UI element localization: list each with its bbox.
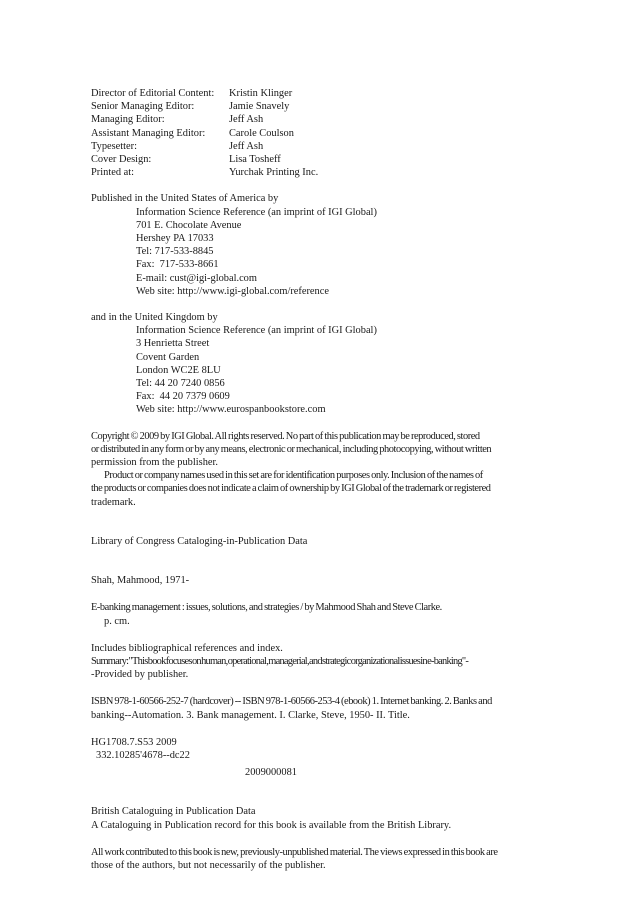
- credit-name: Lisa Tosheff: [229, 154, 281, 166]
- copyright-line: Copyright © 2009 by IGI Global. All rights reserved. No part of this publication may be reproduced, stored: [91, 430, 480, 442]
- disclaimer-block: [91, 846, 548, 872]
- us-publisher-email: E-mail: cust@igi-global.com: [136, 272, 257, 284]
- uk-publisher-block: [91, 311, 548, 417]
- us-publisher-line: 701 E. Chocolate Avenue: [136, 219, 242, 231]
- uk-publisher-line: Tel: 44 20 7240 0856: [136, 378, 225, 390]
- cip-heading: Library of Congress Cataloging-in-Publication Data: [91, 535, 308, 547]
- disclaimer-line: those of the authors, but not necessarily of the publisher.: [91, 859, 326, 871]
- us-publisher-line: Information Science Reference (an imprint of IGI Global): [136, 206, 377, 218]
- uk-publisher-line: 3 Henrietta Street: [136, 338, 210, 350]
- cip-pages: p. cm.: [104, 615, 130, 627]
- uk-publisher-line: Information Science Reference (an imprint of IGI Global): [136, 325, 377, 337]
- cip-notes: Includes bibliographical references and index.: [91, 642, 283, 654]
- cip-isbn: ISBN 978-1-60566-252-7 (hardcover) -- ISBN 978-1-60566-253-4 (ebook) 1. Internet banking. 2. Banks and: [91, 696, 492, 708]
- us-publisher-line: Fax: 717-533-8661: [136, 259, 219, 271]
- credit-name: Yurchak Printing Inc.: [229, 167, 319, 179]
- british-cip-block: [91, 805, 548, 831]
- trademark-line: trademark.: [91, 496, 136, 508]
- british-cip-text: A Cataloguing in Publication record for this book is available from the British Library.: [91, 819, 452, 831]
- uk-publisher-line: Covent Garden: [136, 351, 200, 363]
- uk-publisher-line: Fax: 44 20 7379 0609: [136, 391, 230, 403]
- uk-publisher-line: London WC2E 8LU: [136, 364, 221, 376]
- copyright-line: permission from the publisher.: [91, 457, 218, 469]
- us-publisher-website: Web site: http://www.igi-global.com/reference: [136, 285, 329, 297]
- credit-role: Director of Editorial Content:: [91, 88, 215, 99]
- credit-role: Cover Design:: [91, 154, 152, 166]
- credit-name: Kristin Klinger: [229, 88, 293, 99]
- credit-role: Typesetter:: [91, 140, 138, 152]
- cip-classification: 332.10285'4678--dc22: [96, 749, 190, 761]
- trademark-line: Product or company names used in this set are for identification purposes only. Inclusion of the names of: [104, 470, 483, 482]
- credit-name: Jamie Snavely: [229, 101, 290, 113]
- uk-publisher-intro: and in the United Kingdom by: [91, 312, 218, 324]
- credit-name: Jeff Ash: [229, 114, 264, 126]
- credit-name: Carole Coulson: [229, 127, 294, 139]
- us-publisher-line: Hershey PA 17033: [136, 233, 214, 245]
- editorial-credits: [91, 87, 548, 179]
- cip-title: E-banking management : issues, solutions, and strategies / by Mahmood Shah and Steve Clarke.: [91, 602, 442, 614]
- cip-lccn: 2009000081: [245, 767, 297, 779]
- credit-role: Assistant Managing Editor:: [91, 127, 206, 139]
- copyright-line: or distributed in any form or by any means, electronic or mechanical, including photocopying, without written: [91, 443, 492, 455]
- credit-role: Managing Editor:: [91, 114, 165, 126]
- credit-role: Senior Managing Editor:: [91, 101, 195, 113]
- uk-publisher-website: Web site: http://www.eurospanbookstore.com: [136, 404, 326, 416]
- copyright-page: [91, 87, 548, 872]
- us-publisher-block: [91, 192, 548, 298]
- disclaimer-line: All work contributed to this book is new, previously-unpublished material. The views expressed in this book are: [91, 846, 498, 858]
- copyright-notice: [91, 430, 548, 509]
- trademark-line: the products or companies does not indicate a claim of ownership by IGI Global of the trademark or registered: [91, 483, 491, 495]
- cip-block: [91, 535, 548, 779]
- credit-role: Printed at:: [91, 167, 134, 179]
- us-publisher-line: Tel: 717-533-8845: [136, 246, 214, 258]
- credit-name: Jeff Ash: [229, 140, 264, 152]
- british-cip-heading: British Cataloguing in Publication Data: [91, 806, 256, 818]
- cip-author: Shah, Mahmood, 1971-: [91, 575, 190, 587]
- cip-classification: HG1708.7.S53 2009: [91, 736, 177, 748]
- cip-summary: Summary: "This book focuses on human, operational, managerial, and strategic organizational issues in e-banking"-: [91, 655, 469, 667]
- cip-summary: -Provided by publisher.: [91, 669, 189, 681]
- us-publisher-intro: Published in the United States of America by: [91, 193, 279, 205]
- cip-isbn: banking--Automation. 3. Bank management. I. Clarke, Steve, 1950- II. Title.: [91, 709, 410, 721]
